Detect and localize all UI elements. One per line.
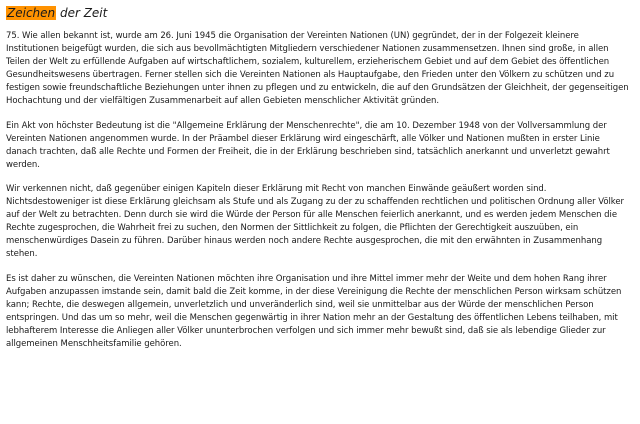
paragraph-declaration: Ein Akt von höchster Bedeutung ist die "Allgemeine Erklärung der Menschenrechte", die am 10. Dezember 1948 von der Vollversammlung der Vereinten Nationen angenommen wurde. In der Präambel dieser Erklärung wird eingeschärft, alle Völker und Nationen mußten in erster Linie danach trachten, daß alle Rechte und Formen der Freiheit, die in der Erklärung beschrieben sind, tatsächlich anerkannt und unverletzt gewahrt werden. (6, 120, 610, 170)
highlighted-title-word: Zeichen (7, 6, 56, 20)
document-page (6, 6, 632, 362)
title-rest: der Zeit (56, 6, 108, 20)
paragraph-objections: Wir verkennen nicht, daß gegenüber einigen Kapiteln dieser Erklärung mit Recht von manchen Einwände geäußert worden sind. Nichtsdestoweniger ist diese Erklärung gleichsam als Stufe und als Zugang zu der zu schaffenden rechtlichen und politischen Ordnung aller Völker auf der Welt zu betrachten. Denn durch sie wird die Würde der Person für alle Menschen feierlich anerkannt, und es werden jedem Menschen die Rechte zugesprochen, die Wahrheit frei zu suchen, den Normen der Sittlichkeit zu folgen, die Pflichten der Gerechtigkeit auszuüben, ein menschenwürdiges Dasein zu führen. Darüber hinaus werden noch andere Rechte ausgesprochen, die mit den erwähnten in Zusammenhang stehen. (6, 183, 624, 260)
paragraph-wish: Es ist daher zu wünschen, die Vereinten Nationen möchten ihre Organisation und ihre Mittel immer mehr der Weite und dem hohen Rang ihrer Aufgaben anzupassen imstande sein, damit bald die Zeit komme, in der diese Vereinigung die Rechte der menschlichen Person wirksam schützen kann; Rechte, die deswegen allgemein, unverletzlich und unveränderlich sind, weil sie unmittelbar aus der Würde der menschlichen Person entspringen. Und das um so mehr, weil die Menschen gegenwärtig in ihrer Nation mehr an der Gestaltung des öffentlichen Lebens teilhaben, mit lebhafterem Interesse die Anliegen aller Völker ununterbrochen verfolgen und sich immer mehr bewußt sind, daß sie als lebendige Glieder zur allgemeinen Menschheitsfamilie gehören. (6, 273, 622, 349)
paragraph-75: 75. Wie allen bekannt ist, wurde am 26. Juni 1945 die Organisation der Vereinten Nationen (UN) gegründet, der in der Folgezeit kleinere Institutionen beigefügt wurden, die sich aus bevollmächtigten Mitgliedern verschiedener Nationen zusammensetzen. Ihnen sind große, in allen Teilen der Welt zu erfüllende Aufgaben auf wirtschaftlichem, sozialem, kulturellem, erzieherischem Gebiet und auf dem Gebiet des öffentlichen Gesundheitswesens übertragen. Ferner stellen sich die Vereinten Nationen als Hauptaufgabe, den Frieden unter den Völkern zu schützen und zu festigen sowie freundschaftliche Beziehungen unter ihnen zu pflegen und zu entwickeln, die auf den Grundsätzen der Gleichheit, der gegenseitigen Hochachtung und der vielfältigen Zusammenarbeit auf allen Gebieten menschlicher Aktivität gründen. (6, 31, 629, 107)
section-title (6, 6, 632, 21)
